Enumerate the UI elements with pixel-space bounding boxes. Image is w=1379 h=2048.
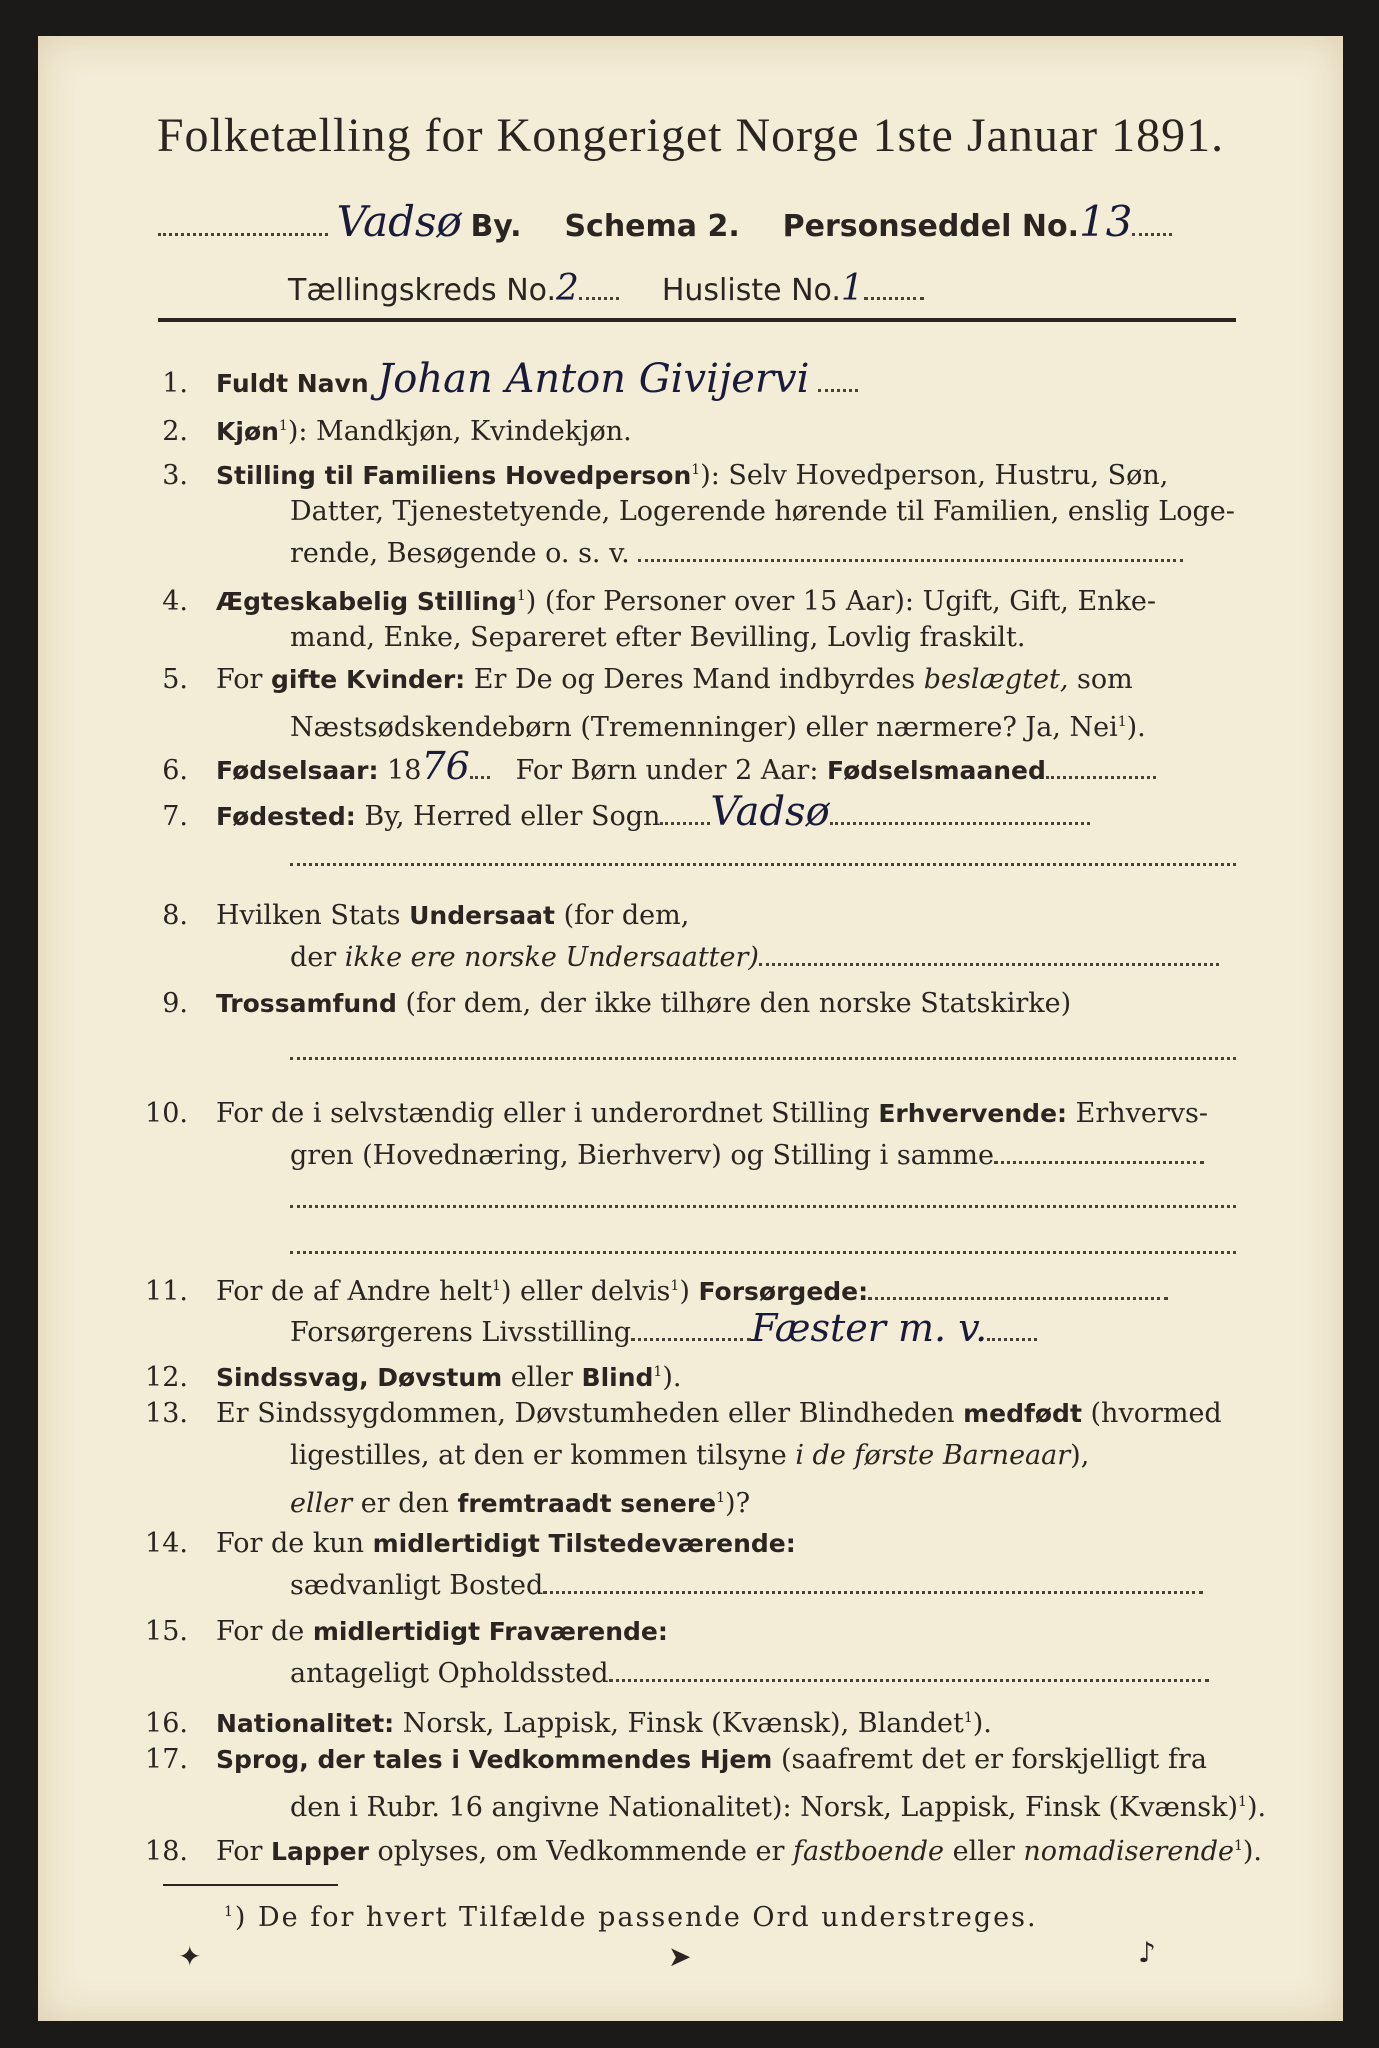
form-title: Folketælling for Kongeriget Norge 1ste Januar 1891.: [156, 109, 1225, 162]
row-11: 11. For de af Andre helt$^1$) eller delvis$^1$) Forsørgede:: [128, 1268, 1168, 1310]
star-mark-icon: ✦: [178, 1940, 202, 1973]
row-12: 12. Sindssvag, Døvstum eller Blind$^1$).: [145, 1362, 682, 1393]
header-line-1: Vadsø By. Schema 2. Personseddel No.13: [158, 204, 1172, 246]
row-3: 3. Stilling til Familiens Hovedperson$^1$): Selv Hovedperson, Hustru, Søn,: [162, 460, 1169, 491]
header-line-2: Tællingskreds No.2 Husliste No.1: [288, 271, 924, 310]
row-6: 6. Fødselsaar: 1876 For Børn under 2 Aar: Fødselsmaaned: [128, 748, 1156, 789]
husliste-no: 1: [840, 268, 864, 309]
row-10: 10. For de i selvstændig eller i underordnet Stilling Erhvervende: Erhvervs-: [145, 1098, 1209, 1129]
row-7: 7. Fødested: By, Herred eller Sogn Vadsø: [128, 794, 1090, 835]
ink-blot-icon: ♪: [1138, 1936, 1156, 1969]
birth-year-value: 76: [421, 744, 470, 788]
footnote: $^1$) De for hvert Tilfælde passende Ord understreges.: [224, 1902, 1038, 1933]
row-5: 5. For gifte Kvinder: Er De og Deres Mand indbyrdes beslægtet, som: [162, 664, 1133, 695]
town-handwritten: Vadsø: [336, 197, 462, 246]
row-17: 17. Sprog, der tales i Vedkommendes Hjem (saafremt det er forskjelligt fra: [145, 1744, 1207, 1775]
kreds-no: 2: [556, 268, 579, 309]
row-15: 15. For de midlertidigt Fraværende:: [145, 1616, 668, 1647]
header-rule: [158, 318, 1236, 322]
row-14: 14. For de kun midlertidigt Tilstedeværende:: [145, 1528, 796, 1559]
full-name-value: Johan Anton Givijervi: [377, 356, 810, 402]
personseddel-no: 13: [1078, 197, 1133, 246]
schema-label: Schema 2.: [564, 209, 740, 244]
census-form-page: Folketælling for Kongeriget Norge 1ste Januar 1891. Vadsø By. Schema 2. Personseddel No.13 Tællingskreds No.2 Husliste No.1 1. Fuldt Navn Johan Anton Givijervi 2. Kjøn$^1$): Mandkjøn, Kvindekjøn. 3. Stilling til Familiens Hovedperson$^1$): Selv Hovedperson, Hustru, Søn, Datter, Tjenestetyende, Logerende hørende til Familien, enslig Loge- rende, Besøgende o. s. v. 4. Ægteskabelig Stilling$^1$) (for Personer over 15 Aar): Ugift, Gift, Enke- mand, Enke, Separeret efter Bevilling, Lovlig fraskilt. 5. For gifte Kvinder: Er De og Deres Mand indbyrdes beslægtet, som Næstsødskendebørn (Tremenninger) eller nærmere? Ja, Nei$^1$). 6. Fødselsaar: 1876 For Børn under 2 Aar: Fødselsmaaned 7. Fødested: By, Herred eller Sogn Vadsø 8. Hvilken Stats Undersaat (for dem, der ikke ere norske Undersaatter) 9. Trossamfund (for dem, der ikke tilhøre den norske Statskirke) 10. For de i selvstændig eller i underordnet Stilling Erhvervende: Erhvervs- gren (Hovednæring, Bierhverv) og Stilling i samme 11. For de af Andre helt$^1$) eller delvis$^1$) Forsørgede: Forsørgerens Livsstilling Fæster m. v. 12. Sindssvag, Døvstum eller Blind$^1$). 13. Er Sindssygdommen, Døvstumheden eller Blindheden medfødt (hvormed ligestilles, at den er kommen tilsyne i de første Barneaar), eller er den fremtraadt senere$^1$)? 14. For de kun midlertidigt Tilstedeværende: sædvanligt Bosted 15. For de midlertidigt Fraværende: antageligt Opholdssted 16. Nationalitet: Norsk, Lappisk, Finsk (Kvænsk), Blandet$^1$). 17. Sprog, der tales i Vedkommendes Hjem (saafremt det er forskjelligt fra den i Rubr. 16 angivne Nationalitet): Norsk, Lappisk, Finsk (Kvænsk)$^1$). 18. For Lapper oplyses, om Vedkommende er fastboende eller nomadiserende$^1$). $^1$) De for hvert Tilfælde passende Ord understreges. ✦ ➤ ♪: [38, 36, 1343, 2021]
row-4: 4. Ægteskabelig Stilling$^1$) (for Personer over 15 Aar): Ugift, Gift, Enke-: [162, 586, 1157, 617]
row-16: 16. Nationalitet: Norsk, Lappisk, Finsk (Kvænsk), Blandet$^1$).: [145, 1708, 992, 1739]
birthplace-value: Vadsø: [710, 789, 830, 835]
row-2: 2. Kjøn$^1$): Mandkjøn, Kvindekjøn.: [162, 416, 632, 447]
row-1: 1. Fuldt Navn Johan Anton Givijervi: [128, 361, 858, 402]
footnote-rule: [163, 1884, 338, 1886]
provider-value: Fæster m. v.: [751, 1306, 988, 1350]
row-9: 9. Trossamfund (for dem, der ikke tilhøre den norske Statskirke): [162, 988, 1072, 1019]
row-18: 18. For Lapper oplyses, om Vedkommende er fastboende eller nomadiserende$^1$).: [145, 1836, 1263, 1867]
row-13: 13. Er Sindssygdommen, Døvstumheden eller Blindheden medfødt (hvormed: [145, 1398, 1222, 1429]
arrow-mark-icon: ➤: [668, 1940, 692, 1973]
personseddel-label: Personseddel No.: [782, 209, 1079, 244]
row-8: 8. Hvilken Stats Undersaat (for dem,: [162, 900, 690, 931]
